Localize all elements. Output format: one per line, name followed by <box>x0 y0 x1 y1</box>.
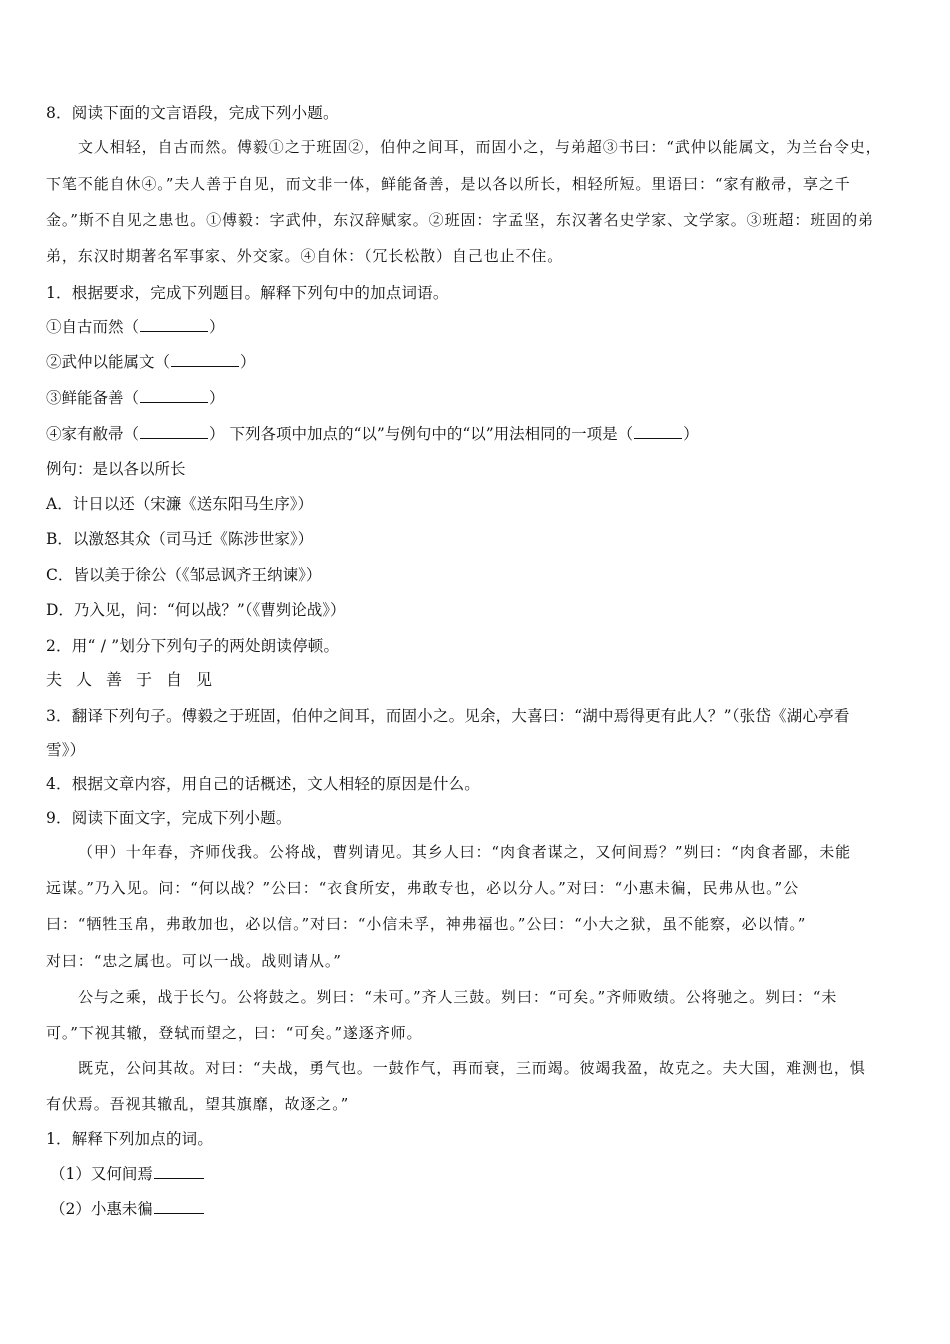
q8-sub1-prompt: 1．根据要求，完成下列题目。解释下列句中的加点词语。 <box>46 284 449 302</box>
answer-blank[interactable] <box>154 1162 204 1179</box>
q9-sub1-prompt: 1．解释下列加点的词。 <box>46 1130 214 1148</box>
q8-option-b: B．以激怒其众（司马迁《陈涉世家》） <box>46 530 314 548</box>
q8-item-4-text: ④家有敝帚（ <box>46 425 140 443</box>
q9-passage-line-5: 公与之乘，战于长勺。公将鼓之。刿曰：“未可。”齐人三鼓。刿曰：“可矣。”齐师败绩。公将驰之。刿曰：“未 <box>78 988 838 1006</box>
q8-sub3-line-2: 雪》） <box>46 741 86 759</box>
q9-sub-item-1 <box>50 1162 910 1185</box>
q9-passage-line-4: 对曰：“忠之属也。可以一战。战则请从。” <box>46 952 342 970</box>
q8-item-3 <box>46 386 906 409</box>
q8-sub3-line-1: 3．翻译下列句子。傅毅之于班固，伯仲之间耳，而固小之。见余，大喜曰：“湖中焉得更有此人？”（张岱《湖心亭看 <box>46 707 850 725</box>
q8-passage-line-4: 弟，东汉时期著名军事家、外交家。④自休：（冗长松散）自己也止不住。 <box>46 247 564 265</box>
q8-item-2 <box>46 350 906 373</box>
q9-sub-item-2-text: （2）小惠未徧 <box>50 1200 153 1218</box>
q8-example: 例句：是以各以所长 <box>46 460 186 478</box>
q8-item-4-close: ） <box>209 425 225 443</box>
q8-option-c: C．皆以美于徐公（《邹忌讽齐王纳谏》） <box>46 566 322 584</box>
q8-item-2-close: ） <box>240 353 256 371</box>
answer-blank[interactable] <box>140 315 208 332</box>
q9-sub-item-2 <box>50 1197 910 1220</box>
q8-item-1 <box>46 315 906 338</box>
q8-passage-line-3: 金。”斯不自见之患也。①傅毅：字武仲，东汉辞赋家。②班固：字孟坚，东汉著名史学家、文学家。③班超：班固的弟 <box>46 211 874 229</box>
q8-item-3-text: ③鲜能备善（ <box>46 389 140 407</box>
q8-item-1-text: ①自古而然（ <box>46 318 140 336</box>
q9-passage-line-8: 有伏焉。吾视其辙乱，望其旗靡，故逐之。” <box>46 1095 350 1113</box>
q9-passage-line-2: 远谋。”乃入见。问：“何以战？”公曰：“衣食所安，弗敢专也，必以分人。”对曰：“小惠未徧，民弗从也。”公 <box>46 879 799 897</box>
q8-passage-line-1: 文人相轻，自古而然。傅毅①之于班固②，伯仲之间耳，而固小之，与弟超③书曰：“武仲以能属文，为兰台令史， <box>78 138 882 156</box>
q8-option-d: D．乃入见，问：“何以战？”（《曹刿论战》） <box>46 601 346 619</box>
answer-blank[interactable] <box>140 422 208 439</box>
q8-passage-line-2: 下笔不能自休④。”夫人善于自见，而文非一体，鲜能备善，是以各以所长，相轻所短。里语曰：“家有敝帚，享之千 <box>46 175 851 193</box>
q8-sub4-prompt: 4．根据文章内容，用自己的话概述，文人相轻的原因是什么。 <box>46 775 480 793</box>
q9-sub-item-1-text: （1）又何间焉 <box>50 1165 153 1183</box>
q8-sub2-sentence: 夫人善于自见 <box>46 670 227 689</box>
q9-title: 9．阅读下面文字，完成下列小题。 <box>46 809 292 827</box>
answer-blank[interactable] <box>171 350 239 367</box>
answer-blank[interactable] <box>634 422 682 439</box>
q9-passage-line-7: 既克，公问其故。对曰：“夫战，勇气也。一鼓作气，再而衰，三而竭。彼竭我盈，故克之。夫大国，难测也，惧 <box>78 1059 866 1077</box>
q8-sub2-prompt: 2．用“ / ”划分下列句子的两处朗读停顿。 <box>46 637 340 655</box>
answer-blank[interactable] <box>140 386 208 403</box>
q8-option-a: A．计日以还（宋濂《送东阳马生序》） <box>46 495 313 513</box>
q8-item-1-close: ） <box>209 318 225 336</box>
q8-item-2-text: ②武仲以能属文（ <box>46 353 171 371</box>
q8-item-4-followup-close: ） <box>683 425 699 443</box>
q9-passage-line-1: （甲）十年春，齐师伐我。公将战，曹刿请见。其乡人曰：“肉食者谋之，又何间焉？”刿曰：“肉食者鄙，未能 <box>78 843 852 861</box>
q8-item-3-close: ） <box>209 389 225 407</box>
q8-title: 8．阅读下面的文言语段，完成下列小题。 <box>46 104 339 122</box>
q8-item-4 <box>46 422 906 445</box>
q8-item-4-followup: 下列各项中加点的“以”与例句中的“以”用法相同的一项是（ <box>229 425 634 443</box>
q9-passage-line-3: 曰：“牺牲玉帛，弗敢加也，必以信。”对曰：“小信未孚，神弗福也。”公曰：“小大之狱，虽不能察，必以情。” <box>46 915 807 933</box>
answer-blank[interactable] <box>154 1197 204 1214</box>
q9-passage-line-6: 可。”下视其辙，登轼而望之，曰：“可矣。”遂逐齐师。 <box>46 1024 423 1042</box>
